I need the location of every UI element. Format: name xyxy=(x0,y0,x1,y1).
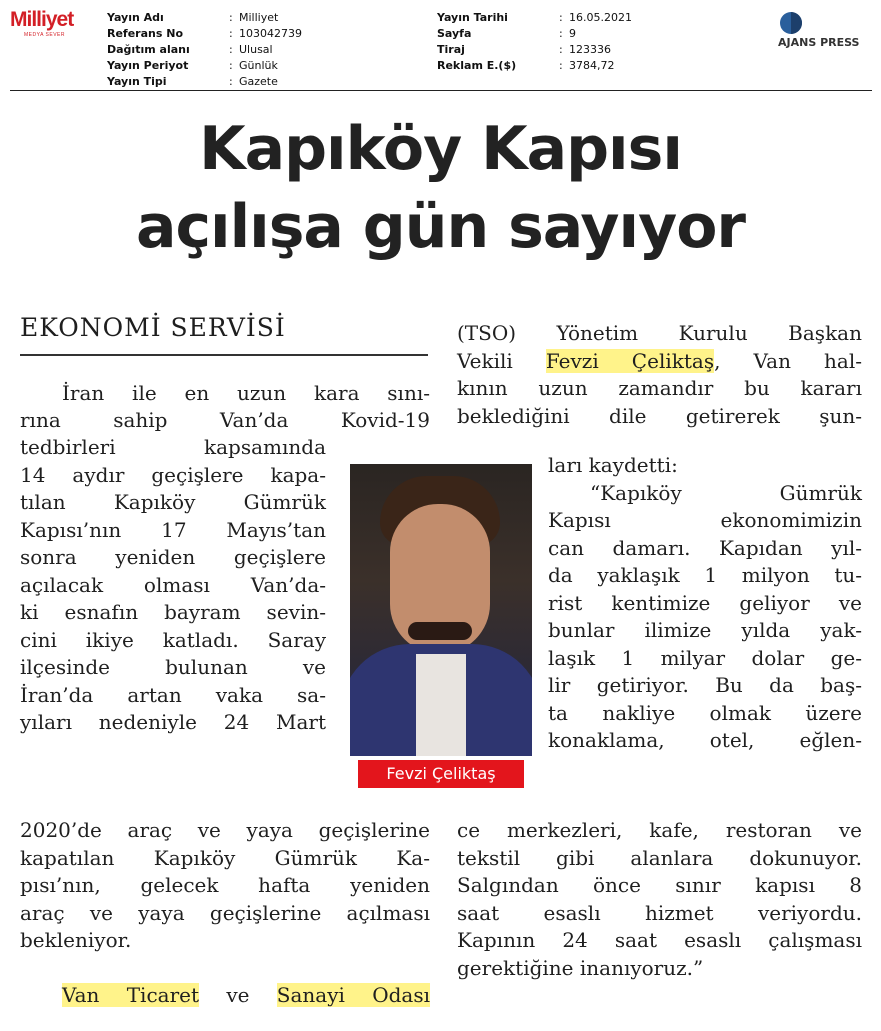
meta-row: Yayın Tarihi : 16.05.2021 xyxy=(437,11,632,24)
milliyet-logo xyxy=(10,8,102,42)
text-line: tedbirleri kapsamında xyxy=(20,435,326,459)
meta-row: Tiraj : 123336 xyxy=(437,43,611,56)
text-line xyxy=(62,982,430,1010)
headline-line: açılışa gün sayıyor xyxy=(135,192,746,262)
text-line: tılan Kapıköy Gümrük xyxy=(20,490,326,514)
meta-row: Sayfa : 9 xyxy=(437,27,576,40)
text-line: pısı’nın, gelecek hafta yeniden xyxy=(20,873,430,897)
text-line: rist kentimize geliyor ve xyxy=(548,590,862,615)
text-line: lir getiriyor. Bu da baş- xyxy=(548,673,862,697)
text-line: ta nakliye olmak üzere xyxy=(548,700,862,725)
text-line: (TSO) Yönetim Kurulu Başkan xyxy=(457,321,862,345)
text-line: Salgından önce sınır kapısı 8 xyxy=(457,873,862,897)
meta-row: Yayın Tipi : Gazete xyxy=(107,75,278,88)
meta-row: Dağıtım alanı : Ulusal xyxy=(107,43,273,56)
highlight-sanayi-odasi: Sanayi Odası xyxy=(276,983,430,1007)
ajans-press-logo xyxy=(778,12,872,49)
text-line: cini ikiye katladı. Saray xyxy=(20,627,326,652)
meta-row: Yayın Adı : Milliyet xyxy=(107,11,279,24)
text-line: 14 aydır geçişlere kapa- xyxy=(20,462,326,487)
text-line: araç ve yaya geçişlerine açılması xyxy=(20,900,430,925)
clipping-header xyxy=(0,0,881,92)
text-line: “Kapıköy Gümrük xyxy=(590,480,862,505)
text-fragment: , Van hal- xyxy=(714,348,863,373)
highlight-fevzi-celiktas: Fevzi Çeliktaş xyxy=(545,348,715,373)
section-label: EKONOMİ SERVİSİ xyxy=(20,313,286,342)
meta-value: 9 xyxy=(569,27,576,40)
text-line: da yaklaşık 1 milyon tu- xyxy=(548,563,862,587)
logo-text: Milliyet xyxy=(10,8,74,31)
text-line: sonra yeniden geçişlere xyxy=(20,545,326,569)
text-line: can damarı. Kapıdan yıl- xyxy=(548,535,862,560)
meta-value: 103042739 xyxy=(239,27,302,40)
headline-line: Kapıköy Kapısı xyxy=(199,114,682,184)
text-line: açılacak olması Van’da- xyxy=(20,572,326,597)
text-line: ki esnafın bayram sevin- xyxy=(20,600,326,624)
meta-value: Ulusal xyxy=(239,43,273,56)
meta-key: Yayın Tipi xyxy=(107,75,167,88)
text-line: bekleniyor. xyxy=(20,928,132,952)
header-divider xyxy=(10,90,872,91)
meta-key: Sayfa xyxy=(437,27,472,40)
text-line: rına sahip Van’da Kovid-19 xyxy=(20,408,430,432)
meta-right xyxy=(437,10,632,74)
text-line: Kapının 24 saat esaslı çalışması xyxy=(457,928,862,952)
text-line: İran ile en uzun kara sını- xyxy=(62,381,430,405)
portrait-photo xyxy=(350,464,532,756)
text-line xyxy=(457,348,862,376)
meta-value: Günlük xyxy=(239,59,278,72)
meta-key: Yayın Periyot xyxy=(107,59,189,72)
text-fragment: Vekili xyxy=(457,348,546,373)
column-2-top xyxy=(457,320,862,430)
text-line: tekstil gibi alanlara dokunuyor. xyxy=(457,845,862,870)
text-line: Kapısı’nın 17 Mayıs’tan xyxy=(20,517,326,542)
text-line: ce merkezleri, kafe, restoran ve xyxy=(457,818,862,842)
photo-caption: Fevzi Çeliktaş xyxy=(358,760,524,788)
text-line: saat esaslı hizmet veriyordu. xyxy=(457,900,862,925)
meta-key: Dağıtım alanı xyxy=(107,43,190,56)
meta-key: Yayın Tarihi xyxy=(437,11,508,24)
meta-key: Tiraj xyxy=(437,43,465,56)
text-fragment: ve xyxy=(199,983,277,1007)
column-1-wrap xyxy=(20,434,326,737)
text-line: bunlar ilimize yılda yak- xyxy=(548,618,862,642)
text-line: ları kaydetti: xyxy=(548,453,678,477)
text-line: konaklama, otel, eğlen- xyxy=(548,728,862,752)
article-headline xyxy=(0,110,881,266)
logo-subtitle: MEDYA SEVER xyxy=(24,32,65,38)
text-line: laşık 1 milyar dolar ge- xyxy=(548,645,862,670)
column-1-intro xyxy=(62,380,430,408)
agency-name: AJANS PRESS xyxy=(778,36,860,49)
text-line: 2020’de araç ve yaya geçişlerine xyxy=(20,818,430,842)
text-line: beklediğini dile getirerek şun- xyxy=(457,403,862,428)
meta-value: Gazete xyxy=(239,75,278,88)
meta-value: Milliyet xyxy=(239,11,279,24)
meta-row: Reklam E.($) : 3784,72 xyxy=(437,59,615,72)
text-line: kının uzun zamandır bu kararı xyxy=(457,376,862,400)
column-2-bottom xyxy=(457,817,862,982)
meta-value: 3784,72 xyxy=(569,59,615,72)
meta-key: Reklam E.($) xyxy=(437,59,517,72)
text-line: gerektiğine inanıyoruz.” xyxy=(457,955,704,980)
meta-row: Referans No : 103042739 xyxy=(107,27,302,40)
meta-value: 16.05.2021 xyxy=(569,11,632,24)
column-1-line xyxy=(20,407,430,435)
meta-row: Yayın Periyot : Günlük xyxy=(107,59,278,72)
meta-key: Yayın Adı xyxy=(107,11,164,24)
column-2-wrap xyxy=(548,452,862,755)
column-1-last xyxy=(62,982,430,1010)
meta-left xyxy=(107,10,302,90)
text-line: yıları nedeniyle 24 Mart xyxy=(20,710,326,734)
text-line: ilçesinde bulunan ve xyxy=(20,655,326,679)
ajans-press-icon xyxy=(780,12,802,34)
text-line: Kapısı ekonomimizin xyxy=(548,508,862,532)
section-divider xyxy=(20,354,428,356)
text-line: İran’da artan vaka sa- xyxy=(20,682,326,707)
text-line: kapatılan Kapıköy Gümrük Ka- xyxy=(20,845,430,870)
highlight-van-ticaret: Van Ticaret xyxy=(62,983,200,1007)
meta-value: 123336 xyxy=(569,43,611,56)
meta-key: Referans No xyxy=(107,27,183,40)
column-1-full xyxy=(20,817,430,955)
